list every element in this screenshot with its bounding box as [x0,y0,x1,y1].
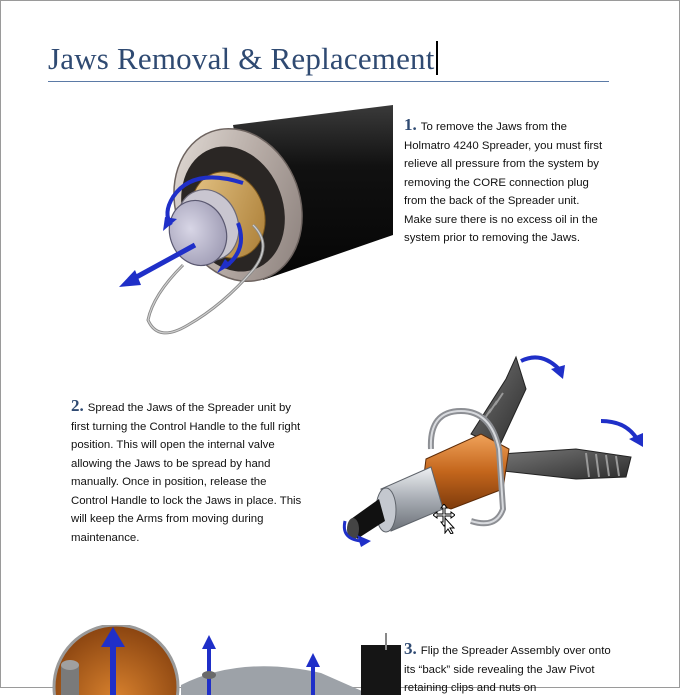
title-text: Jaws Removal & Replacement [48,41,435,76]
step-3-text: Flip the Spreader Assembly over onto its “back” side revealing the Jaw Pivot retaining clips and nuts on [404,645,611,695]
step-3-number: 3. [404,639,417,659]
core-plug-illustration [113,105,393,345]
step-1-number: 1. [404,115,417,135]
step-1-text: To remove the Jaws from the Holmatro 4240 Spreader, you must first relieve all pressure from the system by removing the CORE connection plug from the back of the Spreader unit. Make sure there is no excess oil in the system prior to removing the Jaws. [404,121,603,245]
title-underline [48,81,609,82]
step-2-paragraph [71,397,303,547]
spreader-jaws-illustration [331,349,646,559]
step-2-text: Spread the Jaws of the Spreader unit by first turning the Control Handle to the full right position. This will open the internal valve allowing the Jaws to be spread by hand manually. Once in position, release the Control Handle to lock the Jaws in place. This will keep the Arms from moving during maintenance. [71,402,302,544]
step-1-paragraph [404,116,609,248]
page-title[interactable] [48,41,438,77]
step-3-paragraph [404,640,614,698]
move-cursor-icon [433,504,455,534]
jaw-pivot-illustration [41,625,401,695]
step-2-number: 2. [71,396,84,416]
text-caret [436,41,438,75]
